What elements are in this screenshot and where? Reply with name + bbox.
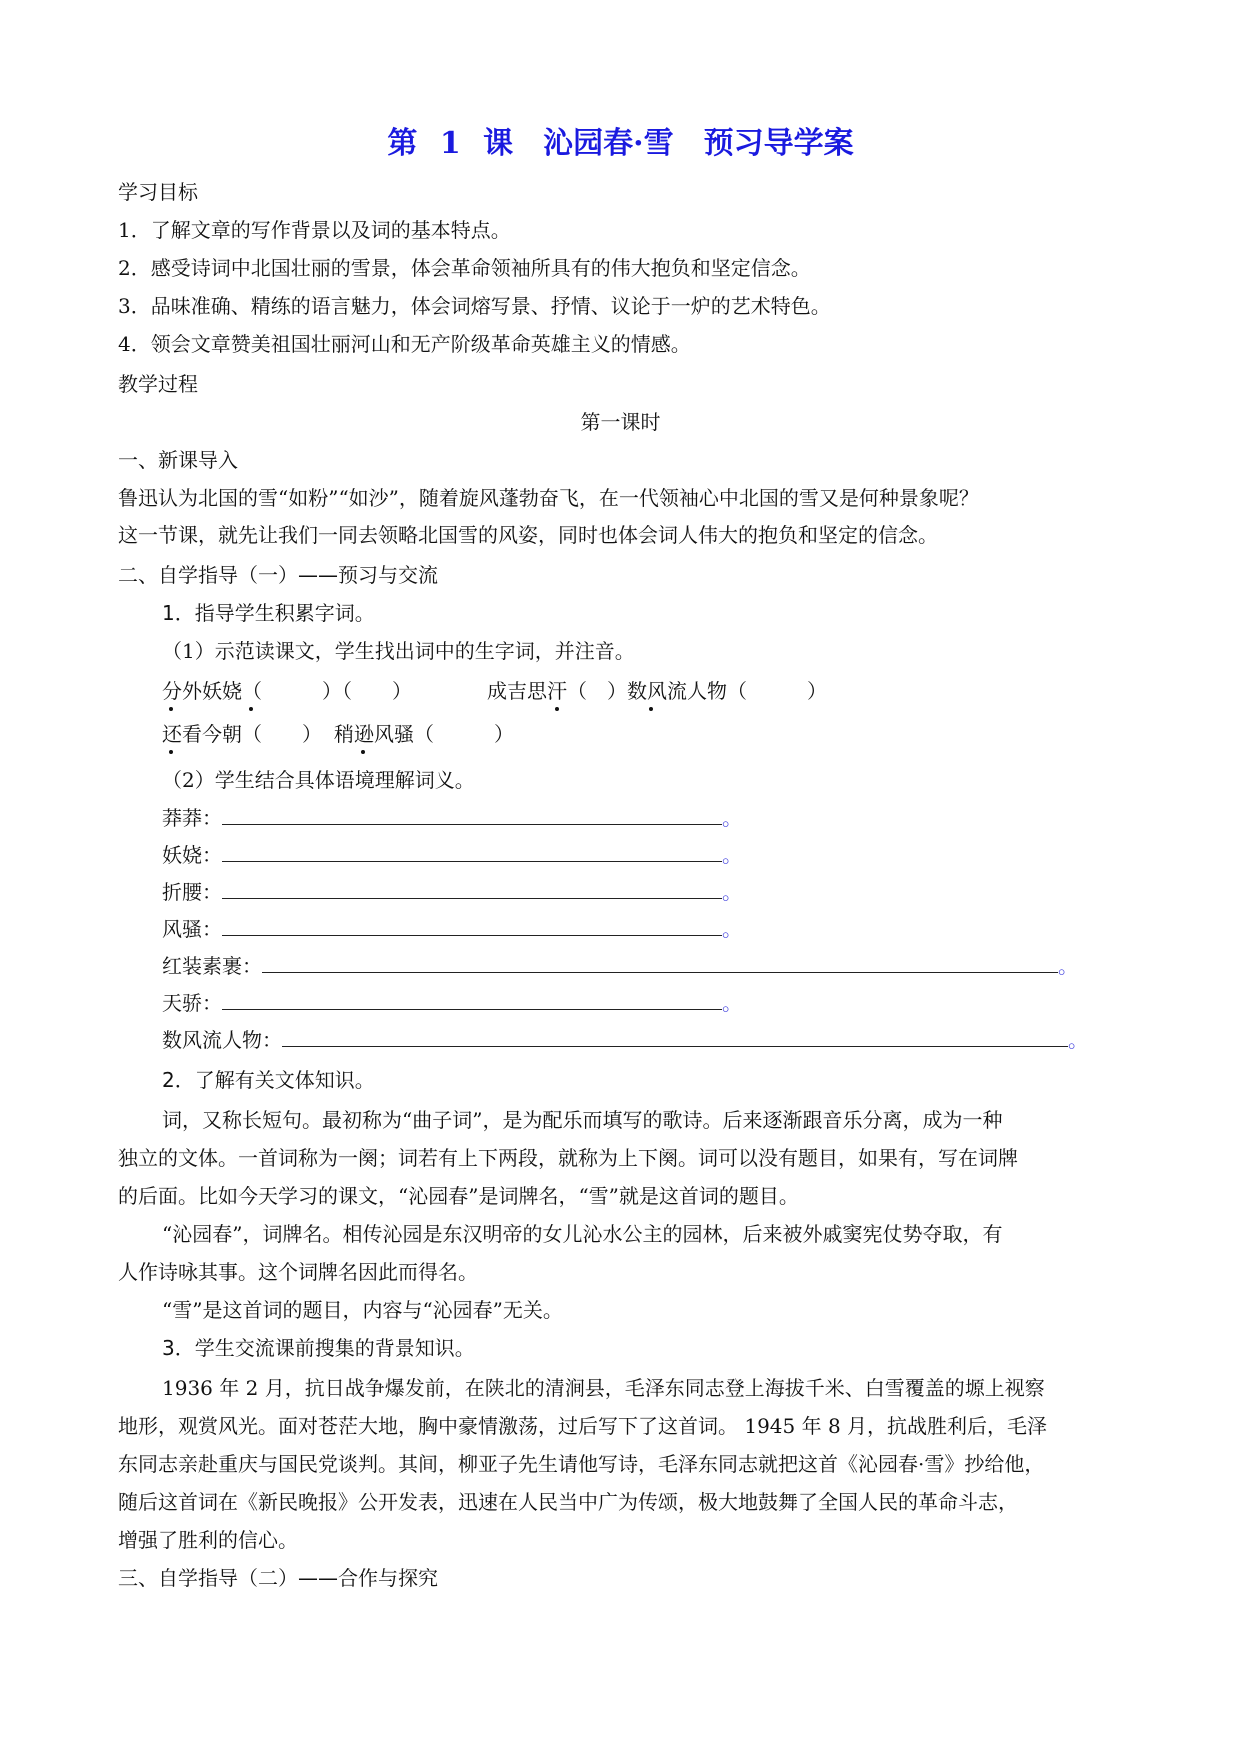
- objective-item: 4．领会文章赞美祖国壮丽河山和无产阶级革命英雄主义的情感。: [118, 332, 691, 356]
- answer-blank[interactable]: [222, 804, 722, 825]
- genre-line: “沁园春”，词牌名。相传沁园是东汉明帝的女儿沁水公主的园林，后来被外戚窦宪仗势夺取，有: [162, 1222, 1003, 1246]
- period-mark: 。: [722, 917, 742, 941]
- objective-item: 3．品味准确、精练的语言魅力，体会词熔写景、抒情、议论于一炉的艺术特色。: [118, 294, 831, 318]
- vocab-row: [162, 915, 742, 943]
- emphasis-dot: [249, 707, 253, 711]
- pinyin-item: 稍逊风骚（ ）: [334, 722, 514, 746]
- process-heading: 教学过程: [118, 372, 198, 396]
- background-line: 增强了胜利的信心。: [118, 1528, 298, 1552]
- vocab-term: 莽莽：: [162, 806, 222, 830]
- answer-blank[interactable]: [262, 952, 1058, 973]
- vocab-term: 红装素裹：: [162, 954, 262, 978]
- background-line: 地形，观赏风光。面对苍茫大地，胸中豪情激荡，过后写下了这首词。 1945 年 8 月，抗战胜利后，毛泽: [118, 1414, 1048, 1438]
- pinyin-item: 成吉思汗（ ）数风流人物（ ）: [487, 679, 827, 703]
- guide1-sub2: 2．了解有关文体知识。: [162, 1068, 375, 1092]
- emphasis-dot: [169, 707, 173, 711]
- genre-line: 独立的文体。一首词称为一阕；词若有上下两段，就称为上下阕。词可以没有题目，如果有，写在词牌: [118, 1146, 1018, 1170]
- emphasis-dot: [361, 750, 365, 754]
- period-label: 第一课时: [580, 410, 661, 434]
- background-line: 东同志亲赴重庆与国民党谈判。其间，柳亚子先生请他写诗，毛泽东同志就把这首《沁园春·雪》抄给他，: [118, 1452, 1045, 1476]
- emphasis-dot: [649, 707, 653, 711]
- genre-line: 的后面。比如今天学习的课文，“沁园春”是词牌名，“雪”就是这首词的题目。: [118, 1184, 799, 1208]
- vocab-row: [162, 1026, 1088, 1054]
- background-line: 随后这首词在《新民晚报》公开发表，迅速在人民当中广为传颂，极大地鼓舞了全国人民的革命斗志，: [118, 1490, 1018, 1514]
- guide1-sub1: 1．指导学生积累字词。: [162, 601, 375, 625]
- period-mark: 。: [1068, 1028, 1088, 1052]
- objective-item: 1．了解文章的写作背景以及词的基本特点。: [118, 218, 511, 242]
- vocab-row: [162, 989, 742, 1017]
- emphasis-dot: [555, 707, 559, 711]
- vocab-row: [162, 952, 1078, 980]
- pinyin-item: 分外妖娆（ ）（ ）: [162, 679, 412, 703]
- period-mark: 。: [1058, 954, 1078, 978]
- answer-blank[interactable]: [282, 1026, 1068, 1047]
- intro-heading: 一、新课导入: [118, 448, 238, 472]
- answer-blank[interactable]: [222, 841, 722, 862]
- vocab-term: 天骄：: [162, 991, 222, 1015]
- guide1-step2: （2）学生结合具体语境理解词义。: [162, 768, 475, 792]
- period-mark: 。: [722, 806, 742, 830]
- objectives-heading: 学习目标: [118, 180, 198, 204]
- guide1-step1: （1）示范读课文，学生找出词中的生字词，并注音。: [162, 639, 635, 663]
- vocab-term: 数风流人物：: [162, 1028, 282, 1052]
- answer-blank[interactable]: [222, 989, 722, 1010]
- vocab-row: [162, 804, 742, 832]
- vocab-row: [162, 841, 742, 869]
- vocab-term: 妖娆：: [162, 843, 222, 867]
- background-line: 1936 年 2 月，抗日战争爆发前，在陕北的清涧县，毛泽东同志登上海拔千米、白雪覆盖的塬上视察: [162, 1376, 1045, 1400]
- vocab-term: 折腰：: [162, 880, 222, 904]
- page-title: 第 1 课 沁园春·雪 预习导学案: [387, 126, 854, 161]
- intro-line: 鲁迅认为北国的雪“如粉”“如沙”，随着旋风蓬勃奋飞，在一代领袖心中北国的雪又是何种景象呢？: [118, 486, 979, 510]
- guide1-sub3: 3．学生交流课前搜集的背景知识。: [162, 1336, 475, 1360]
- guide2-heading: 三、自学指导（二）——合作与探究: [118, 1566, 438, 1590]
- intro-line: 这一节课，就先让我们一同去领略北国雪的风姿，同时也体会词人伟大的抱负和坚定的信念。: [118, 523, 938, 547]
- period-mark: 。: [722, 880, 742, 904]
- answer-blank[interactable]: [222, 915, 722, 936]
- genre-line: 词，又称长短句。最初称为“曲子词”，是为配乐而填写的歌诗。后来逐渐跟音乐分离，成为一种: [162, 1108, 1003, 1132]
- emphasis-dot: [169, 750, 173, 754]
- pinyin-item: 还看今朝（ ）: [162, 722, 322, 746]
- period-mark: 。: [722, 991, 742, 1015]
- guide1-heading: 二、自学指导（一）——预习与交流: [118, 563, 438, 587]
- period-mark: 。: [722, 843, 742, 867]
- genre-line: “雪”是这首词的题目，内容与“沁园春”无关。: [162, 1298, 563, 1322]
- answer-blank[interactable]: [222, 878, 722, 899]
- genre-line: 人作诗咏其事。这个词牌名因此而得名。: [118, 1260, 478, 1284]
- vocab-row: [162, 878, 742, 906]
- objective-item: 2．感受诗词中北国壮丽的雪景，体会革命领袖所具有的伟大抱负和坚定信念。: [118, 256, 811, 280]
- vocab-term: 风骚：: [162, 917, 222, 941]
